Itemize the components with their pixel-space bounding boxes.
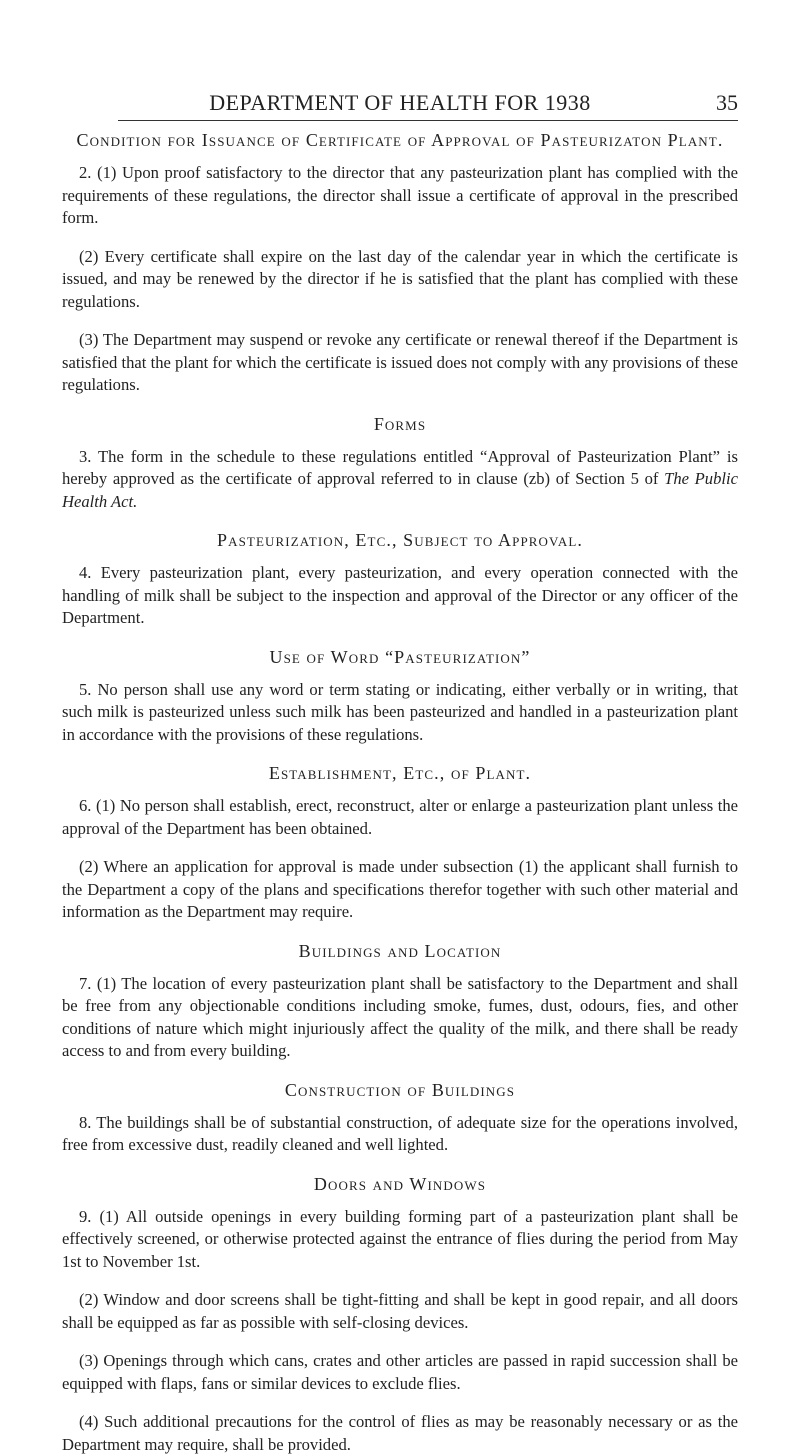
- section-heading: Pasteurization, Etc., Subject to Approval.: [217, 530, 583, 550]
- paragraph: 8. The buildings shall be of substantial construction, of adequate size for the operations involved, free from excessive dust, readily cleaned and well lighted.: [62, 1112, 738, 1154]
- paragraph: (2) Where an application for approval is made under subsection (1) the applicant shall furnish to the Department a copy of the plans and specifications therefor together with such other material and information as the Department may require.: [62, 857, 738, 921]
- header-title: DEPARTMENT OF HEALTH FOR 1938: [209, 90, 591, 115]
- paragraph: 2. (1) Upon proof satisfactory to the director that any pasteurization plant has complied with the requirements of these regulations, the director shall issue a certificate of approval in the prescribed form.: [62, 163, 738, 227]
- section-heading: Condition for Issuance of Certificate of Approval of Pasteurizaton Plant.: [76, 130, 724, 150]
- paragraph: (3) Openings through which cans, crates and other articles are passed in rapid succession shall be equipped with flaps, fans or similar devices to exclude flies.: [62, 1351, 738, 1393]
- section-heading: Use of Word “Pasteurization”: [269, 646, 531, 667]
- section-heading: Forms: [373, 413, 427, 434]
- page-number: 35: [716, 90, 738, 115]
- section-heading: Establishment, Etc., of Plant.: [268, 763, 532, 783]
- paragraph: (4) Such additional precautions for the control of flies as may be reasonably necessary or as the Department may require, shall be provided.: [62, 1412, 738, 1454]
- paragraph: 5. No person shall use any word or term stating or indicating, either verbally or in writing, that such milk is pasteurized unless such milk has been pasteurized and handled in a pasteurization plant in accordance with the provisions of these regulations.: [62, 679, 738, 744]
- paragraph: 9. (1) All outside openings in every building forming part of a pasteurization plant shall be effectively screened, or otherwise protected against the entrance of flies during the period from May 1st to November 1st.: [62, 1206, 738, 1271]
- document-body: [62, 129, 738, 1456]
- paragraph: (2) Window and door screens shall be tight-fitting and shall be kept in good repair, and all doors shall be equipped as far as possible with self-closing devices.: [62, 1290, 738, 1332]
- document-page: [62, 90, 738, 1456]
- section-heading: Construction of Buildings: [284, 1079, 516, 1100]
- paragraph: 4. Every pasteurization plant, every pasteurization, and every operation connected with the handling of milk shall be subject to the inspection and approval of the Director or any officer of the Department.: [62, 563, 738, 627]
- paragraph: (2) Every certificate shall expire on the last day of the calendar year in which the certificate is issued, and may be renewed by the director if he is satisfied that the plant has complied with these regulations.: [62, 246, 738, 311]
- act-title: The Public Health Act.: [62, 469, 738, 511]
- running-header: [62, 90, 738, 120]
- section-heading: Buildings and Location: [298, 940, 502, 961]
- paragraph: 3. The form in the schedule to these regulations entitled “Approval of Pasteurization Plant” is hereby approved as the certificate of approval referred to in clause (zb) of Section 5 of The Public Health Act.: [62, 446, 738, 511]
- section-heading: Doors and Windows: [313, 1173, 487, 1194]
- paragraph: 7. (1) The location of every pasteurization plant shall be satisfactory to the Department and shall be free from any objectionable conditions including smoke, fumes, dust, odours, fies, and other conditions of nature which might injuriously affect the quality of the milk, and there shall be ready access to and from every building.: [62, 973, 738, 1060]
- paragraph: (3) The Department may suspend or revoke any certificate or renewal thereof if the Department is satisfied that the plant for which the certificate is issued does not comply with any provisions of these regulations.: [62, 330, 738, 394]
- paragraph: 6. (1) No person shall establish, erect, reconstruct, alter or enlarge a pasteurization plant unless the approval of the Department has been obtained.: [62, 796, 738, 838]
- header-rule: [118, 120, 738, 121]
